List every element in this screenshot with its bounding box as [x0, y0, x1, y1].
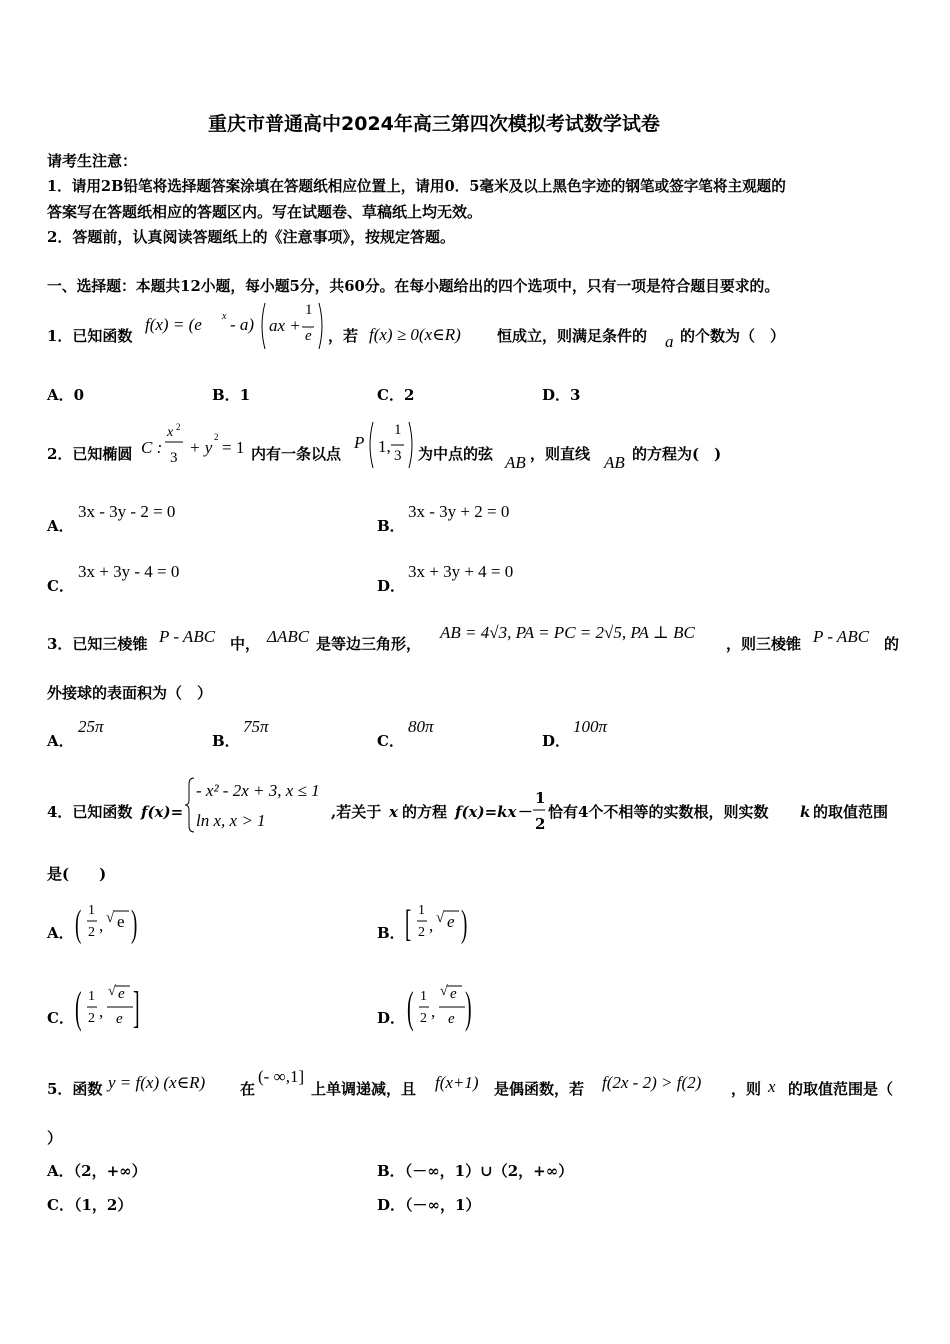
comma: ,	[99, 916, 104, 935]
q1-frac-den: e	[305, 328, 312, 344]
q3-condition: AB = 4√3, PA = PC = 2√5, PA ⊥ BC	[440, 623, 695, 642]
radicand: e	[117, 912, 125, 931]
q4-case-2: ln x, x > 1	[196, 811, 266, 830]
q3-option-c-label[interactable]: C．	[377, 732, 404, 750]
frac-bar	[418, 1006, 430, 1009]
q2-option-c-label[interactable]: C．	[47, 577, 74, 595]
q4-mid-text: ,若关于	[331, 803, 382, 821]
q3-option-d-text[interactable]: 100π	[573, 717, 608, 736]
q1-right-paren	[319, 303, 322, 349]
q5-option-a[interactable]	[47, 1164, 147, 1179]
sqrt-sign: √	[106, 910, 115, 926]
q2-option-b-text[interactable]: 3x - 3y + 2 = 0	[408, 502, 510, 521]
option-text: 3	[570, 386, 581, 404]
q2-line-AB: AB	[604, 453, 625, 472]
bracket-right: )	[131, 903, 138, 945]
q2-right-paren	[409, 422, 412, 468]
q3-option-a-label[interactable]: A．	[47, 732, 74, 750]
notice-heading: 请考生注意：	[47, 152, 138, 170]
frac-den: 2	[88, 925, 95, 940]
q3-pyramid-2: P - ABC	[813, 627, 870, 646]
notice-line-2: 2．答题前，认真阅读答题纸上的《注意事项》，按规定答题。	[47, 228, 455, 246]
q5-shifted-fn: f(x+1)	[435, 1073, 479, 1092]
q3-option-a-text[interactable]: 25π	[78, 717, 104, 736]
q4-frac-num: 1	[535, 789, 546, 807]
q4-end-text: 的取值范围	[813, 803, 889, 821]
section-heading: 一、选择题：本题共12小题，每小题5分，共60分。在每小题给出的四个选项中，只有一项是符合题目要求的。	[47, 278, 780, 295]
frac-den: 2	[420, 1011, 427, 1026]
q4-line-2: 是( )	[47, 865, 107, 883]
q5-option-d[interactable]	[377, 1198, 480, 1213]
option-label: D．	[377, 1196, 406, 1214]
q3-option-b-label[interactable]: B．	[212, 732, 240, 750]
frac-bar	[86, 1006, 98, 1009]
q2-option-c-text[interactable]: 3x + 3y - 4 = 0	[78, 562, 180, 581]
frac-den: 2	[418, 925, 425, 940]
q4-option-c-label[interactable]: C．	[47, 1009, 74, 1027]
q4-case-1: - x² - 2x + 3, x ≤ 1	[196, 781, 320, 800]
q5-option-c[interactable]	[47, 1198, 132, 1213]
q2-point-P: P	[354, 433, 365, 452]
option-text: （－∞，1）	[405, 1196, 481, 1214]
radicand: e	[450, 986, 457, 1002]
q2-option-a-label[interactable]: A．	[47, 517, 74, 535]
q5-var-x: x	[768, 1077, 776, 1096]
q4-frac-bar	[532, 808, 546, 812]
q1-tail-text: 恒成立，则满足条件的	[497, 327, 648, 345]
q3-shi-text: 是等边三角形，	[316, 635, 422, 653]
q2-sq-1: 2	[176, 422, 181, 432]
radicand: e	[118, 986, 125, 1002]
q1-end-text: 的个数为（ ）	[680, 327, 786, 345]
q2-mid2-text: ，则直线	[530, 445, 591, 463]
q4-option-a-label[interactable]: A．	[47, 924, 74, 942]
q2-frac-num: x	[167, 425, 174, 440]
q1-option-b[interactable]	[212, 388, 250, 403]
q1-exp-sup: x	[222, 311, 227, 322]
frac-bar	[416, 920, 428, 923]
q2-equals-one: = 1	[222, 438, 245, 457]
q2-option-d-label[interactable]: D．	[377, 577, 406, 595]
frac-bar	[86, 920, 98, 923]
q1-option-c[interactable]	[377, 388, 414, 403]
bracket-right: ]	[133, 983, 140, 1032]
q2-sq-2: 2	[214, 432, 219, 442]
q2-tail-text: 为中点的弦	[418, 445, 494, 463]
q4-equation: f(x)=kx－	[455, 803, 532, 821]
q4-mid2-text: 的方程	[402, 803, 448, 821]
q5-zai: 在	[240, 1080, 256, 1098]
q5-interval: (- ∞,1]	[258, 1067, 305, 1086]
notice-line-1a: 1．请用2B铅笔将选择题答案涂填在答题纸相应位置上，请用0．5毫米及以上黑色字迹的钢笔或签字笔将主观题的	[47, 178, 786, 195]
q5-mid2-text: 是偶函数，若	[494, 1080, 585, 1098]
option-text: （2，+∞）	[73, 1162, 147, 1180]
q1-minus-a: - a)	[230, 315, 255, 334]
q1-function-lhs: f(x) = (e	[145, 315, 202, 334]
bracket-right: )	[461, 903, 468, 945]
q2-point-frac-num: 1	[394, 422, 402, 438]
q2-chord-AB: AB	[505, 453, 526, 472]
radicand: e	[447, 912, 455, 931]
q2-plus-y: + y	[189, 438, 213, 457]
option-label: C．	[47, 1196, 74, 1214]
q1-ax-plus: ax +	[269, 316, 301, 335]
frac-num: 1	[88, 989, 95, 1004]
comma: ,	[429, 916, 434, 935]
option-label: D．	[542, 386, 571, 404]
sqrt-sign: √	[108, 984, 116, 999]
bracket-left: [	[405, 903, 412, 945]
frac-bar-2	[438, 1006, 466, 1009]
q5-line-2: ）	[47, 1129, 63, 1147]
q1-intro: 1．已知函数	[47, 327, 133, 345]
q2-point-parens	[366, 420, 416, 470]
q5-mid-text: 上单调递减，且	[311, 1080, 417, 1098]
q2-frac-den: 3	[170, 450, 178, 466]
q4-option-d-label[interactable]: D．	[377, 1009, 406, 1027]
q2-end-text: 的方程为( )	[632, 445, 722, 463]
frac-den-2: e	[448, 1011, 455, 1027]
q3-option-c-text[interactable]: 80π	[408, 717, 434, 736]
q4-fx: f(x)=	[141, 803, 184, 821]
q4-brace	[184, 776, 196, 834]
q5-intro: 5．函数	[47, 1080, 103, 1098]
q1-var-a: a	[665, 332, 674, 351]
q3-line-2: 外接球的表面积为（ ）	[47, 684, 213, 702]
q5-inequality: f(2x - 2) > f(2)	[602, 1073, 702, 1092]
q5-tail-text: ，则	[731, 1080, 762, 1098]
comma: ,	[431, 1002, 436, 1021]
q2-left-paren	[370, 422, 373, 468]
q1-option-d[interactable]	[542, 388, 580, 403]
q2-option-a-text[interactable]: 3x - 3y - 2 = 0	[78, 502, 176, 521]
q1-condition: f(x) ≥ 0(x∈R)	[369, 325, 461, 344]
q1-mid-text: ，若	[328, 327, 359, 345]
option-label: A．	[47, 386, 74, 404]
frac-den: 2	[88, 1011, 95, 1026]
q3-pyramid: P - ABC	[159, 627, 216, 646]
bracket-left: (	[75, 983, 82, 1032]
q2-point-frac-den: 3	[394, 448, 402, 464]
option-label: B．	[212, 386, 240, 404]
q1-left-paren	[262, 303, 265, 349]
q3-triangle: ΔABC	[267, 627, 310, 646]
option-text: （1，2）	[73, 1196, 133, 1214]
option-text: 0	[73, 386, 85, 404]
frac-bar-2	[106, 1006, 134, 1009]
q5-end-text: 的取值范围是（	[788, 1080, 894, 1098]
q4-var-x: x	[389, 803, 398, 821]
q4-var-k: k	[800, 803, 811, 821]
q2-ellipse-C: C :	[141, 438, 163, 457]
q2-point-one: 1,	[378, 437, 391, 456]
q5-function: y = f(x) (x∈R)	[108, 1073, 206, 1092]
q3-option-b-text[interactable]: 75π	[243, 717, 269, 736]
comma: ,	[99, 1002, 104, 1021]
option-label: C．	[377, 386, 404, 404]
sqrt-sign: √	[436, 910, 445, 926]
q4-frac-den: 2	[535, 815, 546, 833]
notice-line-1b: 答案写在答题纸相应的答题区内。写在试题卷、草稿纸上均无效。	[47, 203, 483, 221]
option-label: A．	[47, 1162, 74, 1180]
q5-option-b[interactable]	[377, 1164, 573, 1179]
bracket-left: (	[75, 903, 82, 945]
bracket-right: )	[465, 983, 472, 1032]
q4-option-b-label[interactable]: B．	[377, 924, 405, 942]
q2-mid-text: 内有一条以点	[251, 445, 342, 463]
frac-num: 1	[420, 989, 427, 1004]
q3-option-d-label[interactable]: D．	[542, 732, 571, 750]
frac-num: 1	[418, 903, 425, 918]
option-label: B．	[377, 1162, 405, 1180]
option-text: （－∞，1）∪（2，+∞）	[404, 1162, 574, 1180]
q2-frac-bar	[164, 440, 184, 444]
q1-frac-num: 1	[305, 302, 313, 318]
option-text: 1	[239, 386, 251, 404]
q2-intro: 2．已知椭圆	[47, 445, 133, 463]
page-title: 重庆市普通高中2024年高三第四次模拟考试数学试卷	[208, 113, 660, 135]
q3-zhong: 中，	[230, 635, 261, 653]
q3-intro: 3．已知三棱锥	[47, 635, 148, 653]
option-text: 2	[403, 386, 415, 404]
bracket-left: (	[407, 983, 414, 1032]
q3-tail-text: ，则三棱锥	[726, 635, 802, 653]
sqrt-sign: √	[440, 984, 448, 999]
frac-num: 1	[88, 903, 95, 918]
q2-option-b-label[interactable]: B．	[377, 517, 405, 535]
frac-den-2: e	[116, 1011, 123, 1027]
q4-intro: 4．已知函数	[47, 803, 133, 821]
q4-tail-text: 恰有4个不相等的实数根，则实数	[548, 803, 769, 821]
q1-option-a[interactable]	[47, 388, 84, 403]
q2-option-d-text[interactable]: 3x + 3y + 4 = 0	[408, 562, 514, 581]
q3-de: 的	[884, 635, 900, 653]
